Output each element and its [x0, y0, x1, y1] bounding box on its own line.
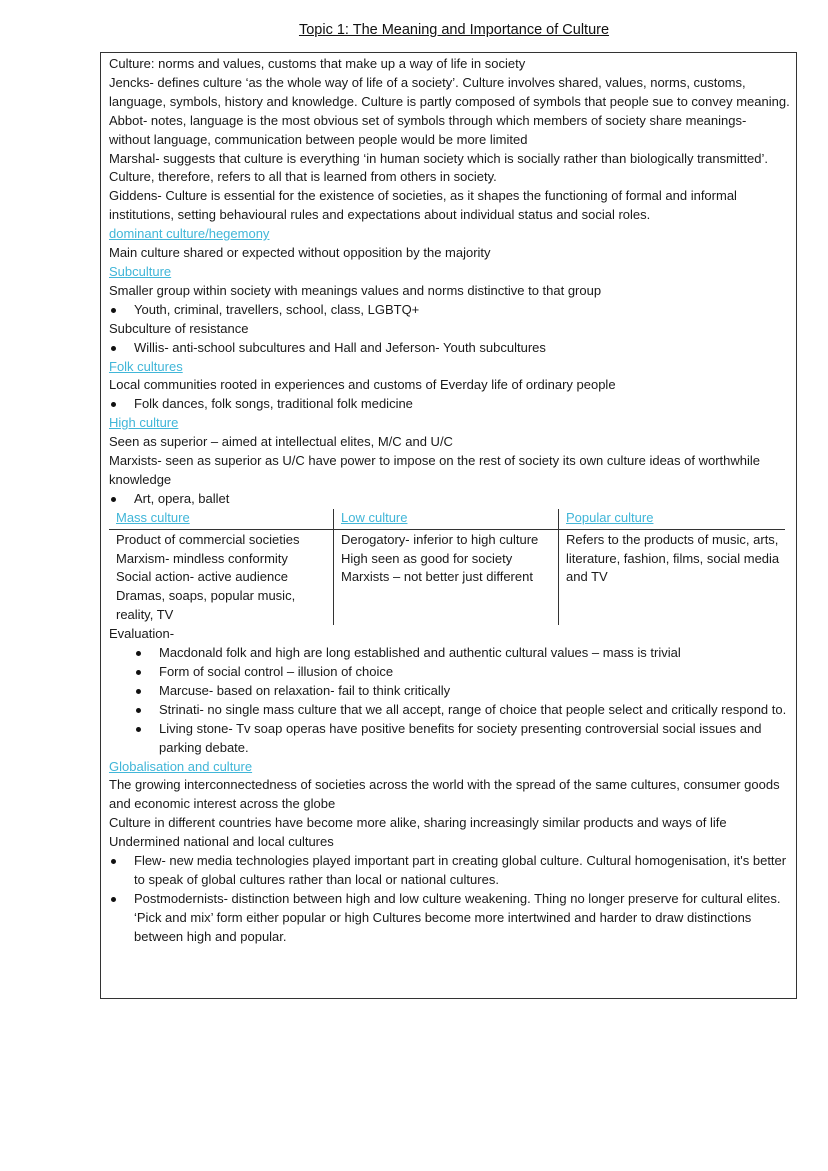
list-item: Flew- new media technologies played important part in creating global culture. Cultural homogenisation, it's better to speak of global cultures rather than local or national cultures.	[109, 852, 790, 890]
intro-paragraph: Giddens- Culture is essential for the existence of societies, as it shapes the functioning of formal and informal institutions, setting behavioural rules and expectations about individual status and social roles.	[109, 188, 737, 223]
list-item: Form of social control – illusion of choice	[109, 663, 790, 682]
high-culture-text: Marxists- seen as superior as U/C have power to impose on the rest of society its own culture ideas of worthwhile knowledge	[109, 453, 761, 487]
list-item: Strinati- no single mass culture that we all accept, range of choice that people select and critically respond to.	[109, 701, 790, 720]
cell-line: High seen as good for society	[341, 550, 513, 566]
resistance-list	[109, 339, 790, 358]
folk-cultures-text: Local communities rooted in experiences and customs of Everday life of ordinary people	[109, 377, 616, 393]
intro-paragraph: Marshal- suggests that culture is everything ‘in human society which is socially rather than biologically transmitted’. Culture, therefore, refers to all that is learned from others in society.	[109, 150, 768, 185]
high-culture-text: Seen as superior – aimed at intellectual elites, M/C and U/C	[109, 434, 453, 450]
globalisation-heading: Globalisation and culture	[109, 758, 253, 774]
cell-line: Derogatory- inferior to high culture	[341, 531, 539, 547]
list-item: Postmodernists- distinction between high and low culture weakening. Thing no longer preserve for cultural elites. ‘Pick and mix’ form either popular or high Cultures become more intertwined and harder to draw distinctions between high and popular.	[109, 890, 790, 947]
table-cell-popular	[559, 529, 786, 625]
globalisation-text: Undermined national and local cultures	[109, 834, 334, 850]
list-item: Marcuse- based on relaxation- fail to think critically	[109, 682, 790, 701]
table-header-low: Low culture	[334, 509, 559, 529]
notes-content	[109, 55, 790, 947]
page-title: Topic 1: The Meaning and Importance of Culture	[298, 22, 610, 38]
subculture-resistance-text: Subculture of resistance	[109, 320, 249, 336]
notes-box	[100, 52, 797, 999]
cell-line: Dramas, soaps, popular music, reality, TV	[116, 588, 296, 623]
subculture-list	[109, 301, 790, 320]
culture-comparison-table	[109, 509, 785, 625]
subculture-text: Smaller group within society with meanings values and norms distinctive to that group	[109, 282, 602, 298]
list-item: Macdonald folk and high are long established and authentic cultural values – mass is trivial	[109, 644, 790, 663]
list-item: Living stone- Tv soap operas have positive benefits for society presenting controversial social issues and parking debate.	[109, 720, 790, 758]
table-header-row	[109, 509, 785, 529]
subculture-heading: Subculture	[109, 263, 172, 279]
intro-paragraph: Jencks- defines culture ‘as the whole way of life of a society’. Culture involves shared, values, norms, customs, language, symbols, history and knowledge. Culture is partly composed of symbols that people sue to convey meaning.	[109, 74, 790, 109]
evaluation-list	[109, 644, 790, 757]
table-cell-mass	[109, 529, 334, 625]
evaluation-label: Evaluation-	[109, 626, 175, 642]
table-cell-low	[334, 529, 559, 625]
cell-line: Social action- active audience	[116, 569, 288, 585]
table-header-popular: Popular culture	[559, 509, 786, 529]
high-culture-heading: High culture	[109, 415, 179, 431]
globalisation-text: Culture in different countries have become more alike, sharing increasingly similar products and ways of life	[109, 815, 727, 831]
dominant-culture-text: Main culture shared or expected without opposition by the majority	[109, 245, 491, 261]
dominant-culture-heading: dominant culture/hegemony	[109, 226, 270, 242]
intro-paragraph: Abbot- notes, language is the most obvious set of symbols through which members of society share meanings- without language, communication between people would be more limited	[109, 112, 747, 147]
cell-line: Product of commercial societies	[116, 531, 300, 547]
cell-line: Marxists – not better just different	[341, 569, 533, 585]
list-item: Willis- anti-school subcultures and Hall and Jeferson- Youth subcultures	[109, 339, 790, 358]
folk-list	[109, 395, 790, 414]
folk-cultures-heading: Folk cultures	[109, 358, 183, 374]
table-row	[109, 529, 785, 625]
table-header-mass: Mass culture	[109, 509, 334, 529]
list-item: Art, opera, ballet	[109, 490, 790, 509]
intro-paragraph: Culture: norms and values, customs that make up a way of life in society	[109, 56, 526, 71]
globalisation-text: The growing interconnectedness of societies across the world with the spread of the same cultures, consumer goods and economic interest across the globe	[109, 777, 780, 812]
high-culture-list	[109, 490, 790, 509]
list-item: Folk dances, folk songs, traditional folk medicine	[109, 395, 790, 414]
list-item: Youth, criminal, travellers, school, class, LGBTQ+	[109, 301, 790, 320]
globalisation-list	[109, 852, 790, 947]
cell-line: Marxism- mindless conformity	[116, 550, 288, 566]
cell-line: Refers to the products of music, arts, literature, fashion, films, social media and TV	[566, 531, 780, 585]
